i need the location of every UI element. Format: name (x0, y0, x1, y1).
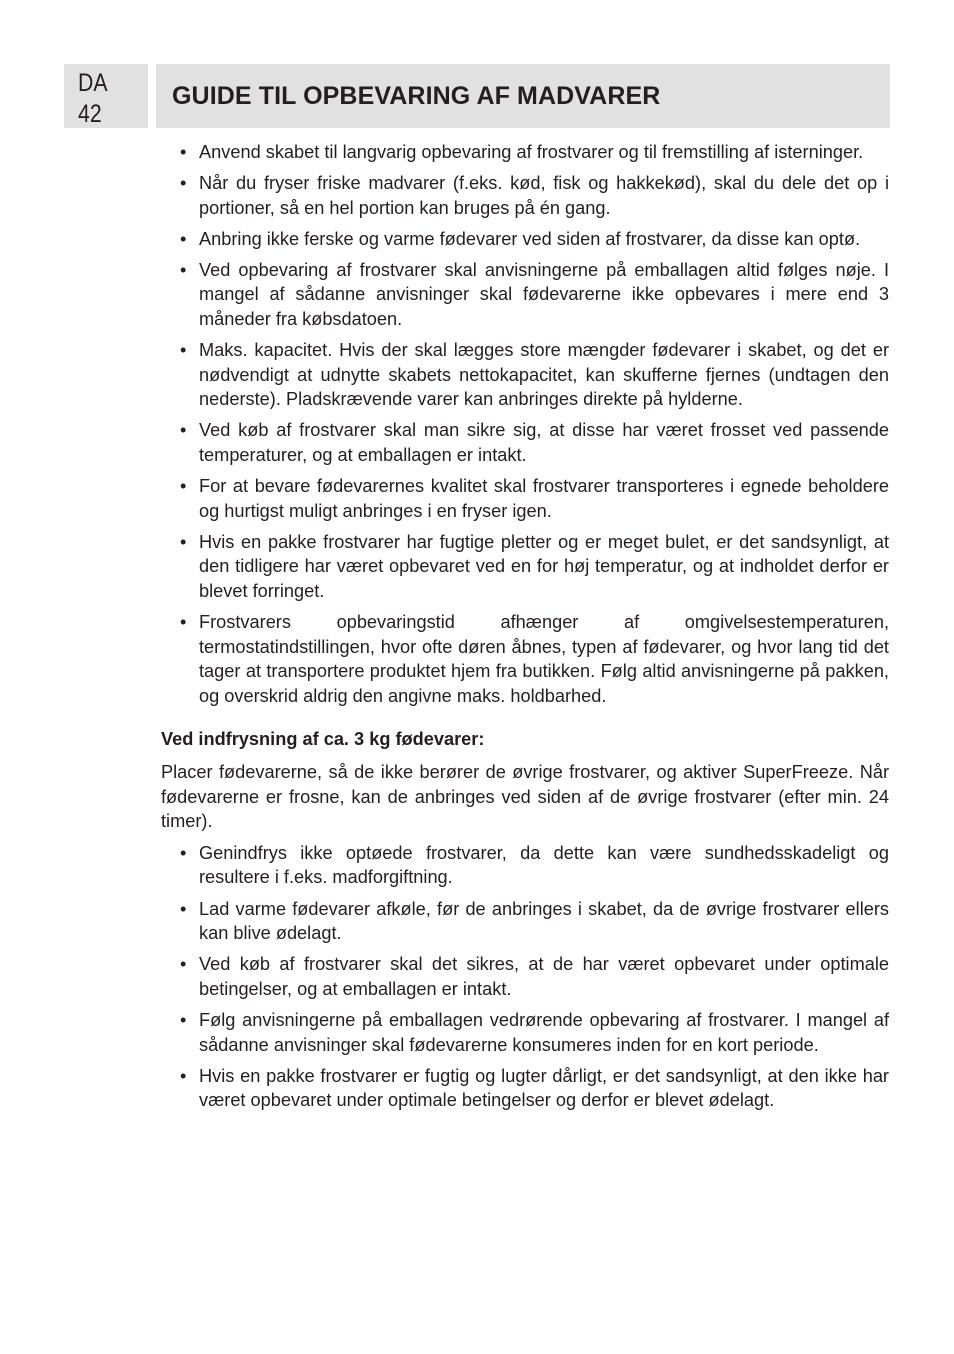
list-item: • Hvis en pakke frostvarer har fugtige pletter og er meget bulet, er det sandsynligt, at den tidligere har været opbevaret ved en for høj temperatur, og at indholdet derfor er blevet forringet. (161, 530, 889, 604)
list-item: • Anbring ikke ferske og varme fødevarer ved siden af frostvarer, da disse kan optø. (161, 227, 889, 252)
list-item: • Hvis en pakke frostvarer er fugtig og lugter dårligt, er det sandsynligt, at den ikke har været opbevaret under optimale betingelser og derfor er blevet ødelagt. (161, 1064, 889, 1113)
list-item: • Ved opbevaring af frostvarer skal anvisningerne på emballagen altid følges nøje. I mangel af sådanne anvisninger skal fødevarerne ikke opbevares i mere end 3 måneder fra købsdatoen. (161, 258, 889, 332)
section-heading: Ved indfrysning af ca. 3 kg fødevarer: (161, 729, 485, 750)
list-item: • Genindfrys ikke optøede frostvarer, da dette kan være sundhedsskadeligt og resultere i f.eks. madforgiftning. (161, 841, 889, 890)
list-item: • Ved køb af frostvarer skal man sikre sig, at disse har været frosset ved passende temperaturer, og at emballagen er intakt. (161, 418, 889, 467)
list-item: • Maks. kapacitet. Hvis der skal lægges store mængder fødevarer i skabet, og det er nødvendigt at udnytte skabets nettokapacitet, kan skufferne fjernes (undtagen den nederste). Pladskrævende varer kan anbringes direkte på hylderne. (161, 338, 889, 412)
freezing-tips-list (161, 841, 889, 1113)
list-item: • For at bevare fødevarernes kvalitet skal frostvarer transporteres i egnede beholdere og hurtigst muligt anbringes i en fryser igen. (161, 474, 889, 523)
list-item: • Anvend skabet til langvarig opbevaring af frostvarer og til fremstilling af isterninger. (161, 140, 889, 165)
language-page-box (64, 64, 148, 128)
list-item: • Lad varme fødevarer afkøle, før de anbringes i skabet, da de øvrige frostvarer ellers kan blive ødelagt. (161, 897, 889, 946)
storage-tips-list (161, 140, 889, 708)
title-bar (156, 64, 890, 128)
page-title: GUIDE TIL OPBEVARING AF MADVARER (172, 81, 661, 110)
page-number: 42 (78, 100, 102, 128)
language-code: DA (78, 69, 108, 97)
list-item: • Når du fryser friske madvarer (f.eks. kød, fisk og hakkekød), skal du dele det op i portioner, så en hel portion kan bruges på én gang. (161, 171, 889, 220)
list-item: • Frostvarers opbevaringstid afhænger af omgivelsestemperaturen, termostatindstillingen, hvor ofte døren åbnes, typen af fødevarer, og hvor lang tid det tager at transportere produktet hjem fra butikken. Følg altid anvisningerne på pakken, og overskrid aldrig den angivne maks. holdbarhed. (161, 610, 889, 708)
page-content (161, 140, 889, 1119)
section-paragraph: Placer fødevarerne, så de ikke berører de øvrige frostvarer, og aktiver SuperFreeze. Når fødevarerne er frosne, kan de anbringes ved siden af de øvrige frostvarer (efter min. 24 timer). (161, 762, 889, 832)
list-item: • Følg anvisningerne på emballagen vedrørende opbevaring af frostvarer. I mangel af sådanne anvisninger skal fødevarerne konsumeres inden for en kort periode. (161, 1008, 889, 1057)
list-item: • Ved køb af frostvarer skal det sikres, at de har været opbevaret under optimale betingelser, og at emballagen er intakt. (161, 952, 889, 1001)
